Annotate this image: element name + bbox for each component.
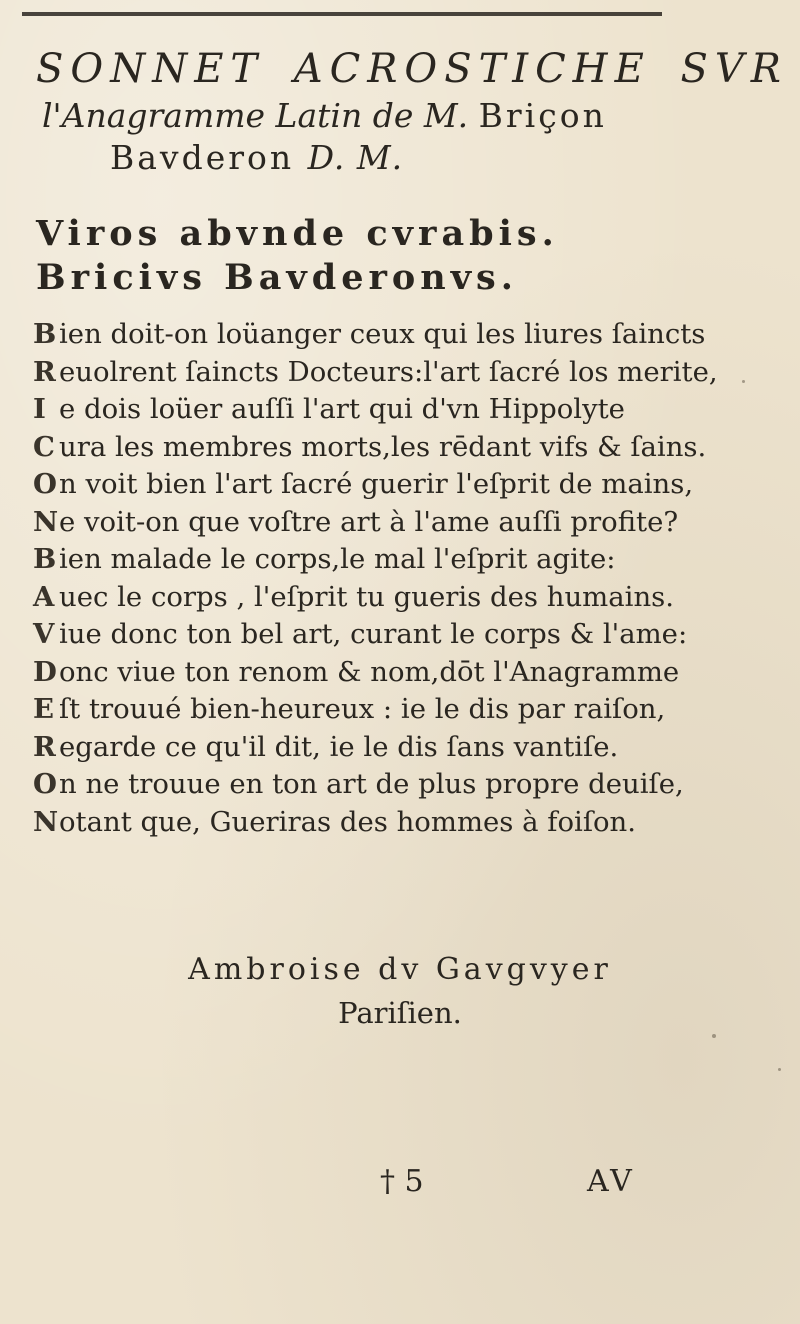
sonnet-line-text: ura les membres morts,les rēdant vifs & ſains.	[59, 430, 707, 463]
sonnet-line	[33, 429, 763, 467]
sonnet-body	[33, 316, 763, 841]
subtitle-name: Briçon	[478, 96, 607, 135]
sonnet-line	[33, 616, 763, 654]
sonnet-line	[33, 504, 763, 542]
sonnet-line	[33, 466, 763, 504]
sonnet-line-text: e voit-on que voſtre art à l'ame auſſi profite?	[59, 505, 679, 538]
acrostic-initial: R	[33, 730, 56, 763]
subtitle-italic: l'Anagramme Latin de M.	[42, 96, 469, 135]
anagram-name: Bricivs Bavderonvs.	[36, 257, 518, 298]
acrostic-initial: A	[33, 580, 55, 613]
sonnet-line	[33, 316, 763, 354]
sonnet-line	[33, 354, 763, 392]
acrostic-initial: O	[33, 768, 57, 800]
acrostic-initial: B	[33, 543, 57, 575]
signature-mark: † 5	[380, 1164, 424, 1199]
anagram-latin: Viros abvnde cvrabis.	[36, 213, 559, 254]
acrostic-initial: V	[33, 618, 55, 650]
sonnet-line-text: ien malade le corps,le mal l'eſprit agite:	[59, 543, 616, 575]
sonnet-line	[33, 766, 763, 804]
sonnet-line	[33, 654, 763, 692]
acrostic-initial: O	[33, 468, 57, 500]
sonnet-line	[33, 691, 763, 729]
sonnet-line-text: euolrent ſaincts Docteurs:l'art ſacré los merite,	[59, 355, 718, 388]
paper-speck	[712, 1034, 716, 1038]
acrostic-initial: N	[33, 805, 59, 838]
sonnet-line	[33, 804, 763, 842]
page-footer	[0, 1164, 800, 1204]
sonnet-line-text: uec le corps , l'eſprit tu gueris des humains.	[59, 580, 675, 613]
sonnet-line-text: n voit bien l'art ſacré guerir l'eſprit de mains,	[59, 468, 694, 500]
sonnet-line-text: otant que, Gueriras des hommes à foiſon.	[59, 805, 637, 838]
acrostic-initial: I	[33, 393, 46, 425]
sonnet-line-text: ien doit-on loüanger ceux qui les liures ſaincts	[59, 318, 706, 350]
catchword: AV	[587, 1164, 635, 1199]
sonnet-line-text: iue donc ton bel art, curant le corps & l'ame:	[59, 618, 688, 650]
surname: Bavderon	[110, 138, 295, 177]
author-origin: Pariſien.	[338, 996, 462, 1030]
acrostic-initial: R	[33, 355, 56, 388]
sonnet-subtitle-name	[110, 138, 710, 177]
sonnet-title: SONNET ACROSTICHE SVR	[36, 46, 788, 92]
sonnet-line-text: ſt trouué bien-heureux : ie le dis par raiſon,	[59, 693, 666, 725]
doctor-title: D. M.	[307, 138, 404, 177]
sonnet-line	[33, 541, 763, 579]
sonnet-line	[33, 391, 763, 429]
acrostic-initial: B	[33, 318, 57, 350]
sonnet-line-text: e dois loüer auſſi l'art qui d'vn Hippolyte	[59, 393, 625, 425]
sonnet-line-text: egarde ce qu'il dit, ie le dis ſans vantiſe.	[59, 730, 619, 763]
sonnet-line-text: n ne trouue en ton art de plus propre deuiſe,	[59, 768, 684, 800]
acrostic-initial: E	[33, 693, 54, 725]
acrostic-initial: C	[33, 430, 55, 463]
author-name: Ambroise dv Gavgvyer	[188, 952, 612, 987]
top-border-rule	[22, 12, 662, 16]
sonnet-subtitle	[42, 96, 762, 135]
acrostic-initial: D	[33, 655, 57, 688]
acrostic-initial: N	[33, 505, 59, 538]
sonnet-line	[33, 729, 763, 767]
paper-speck	[742, 380, 745, 383]
sonnet-line	[33, 579, 763, 617]
paper-speck	[778, 1068, 781, 1071]
sonnet-line-text: onc viue ton renom & nom,dōt l'Anagramme	[59, 655, 680, 688]
